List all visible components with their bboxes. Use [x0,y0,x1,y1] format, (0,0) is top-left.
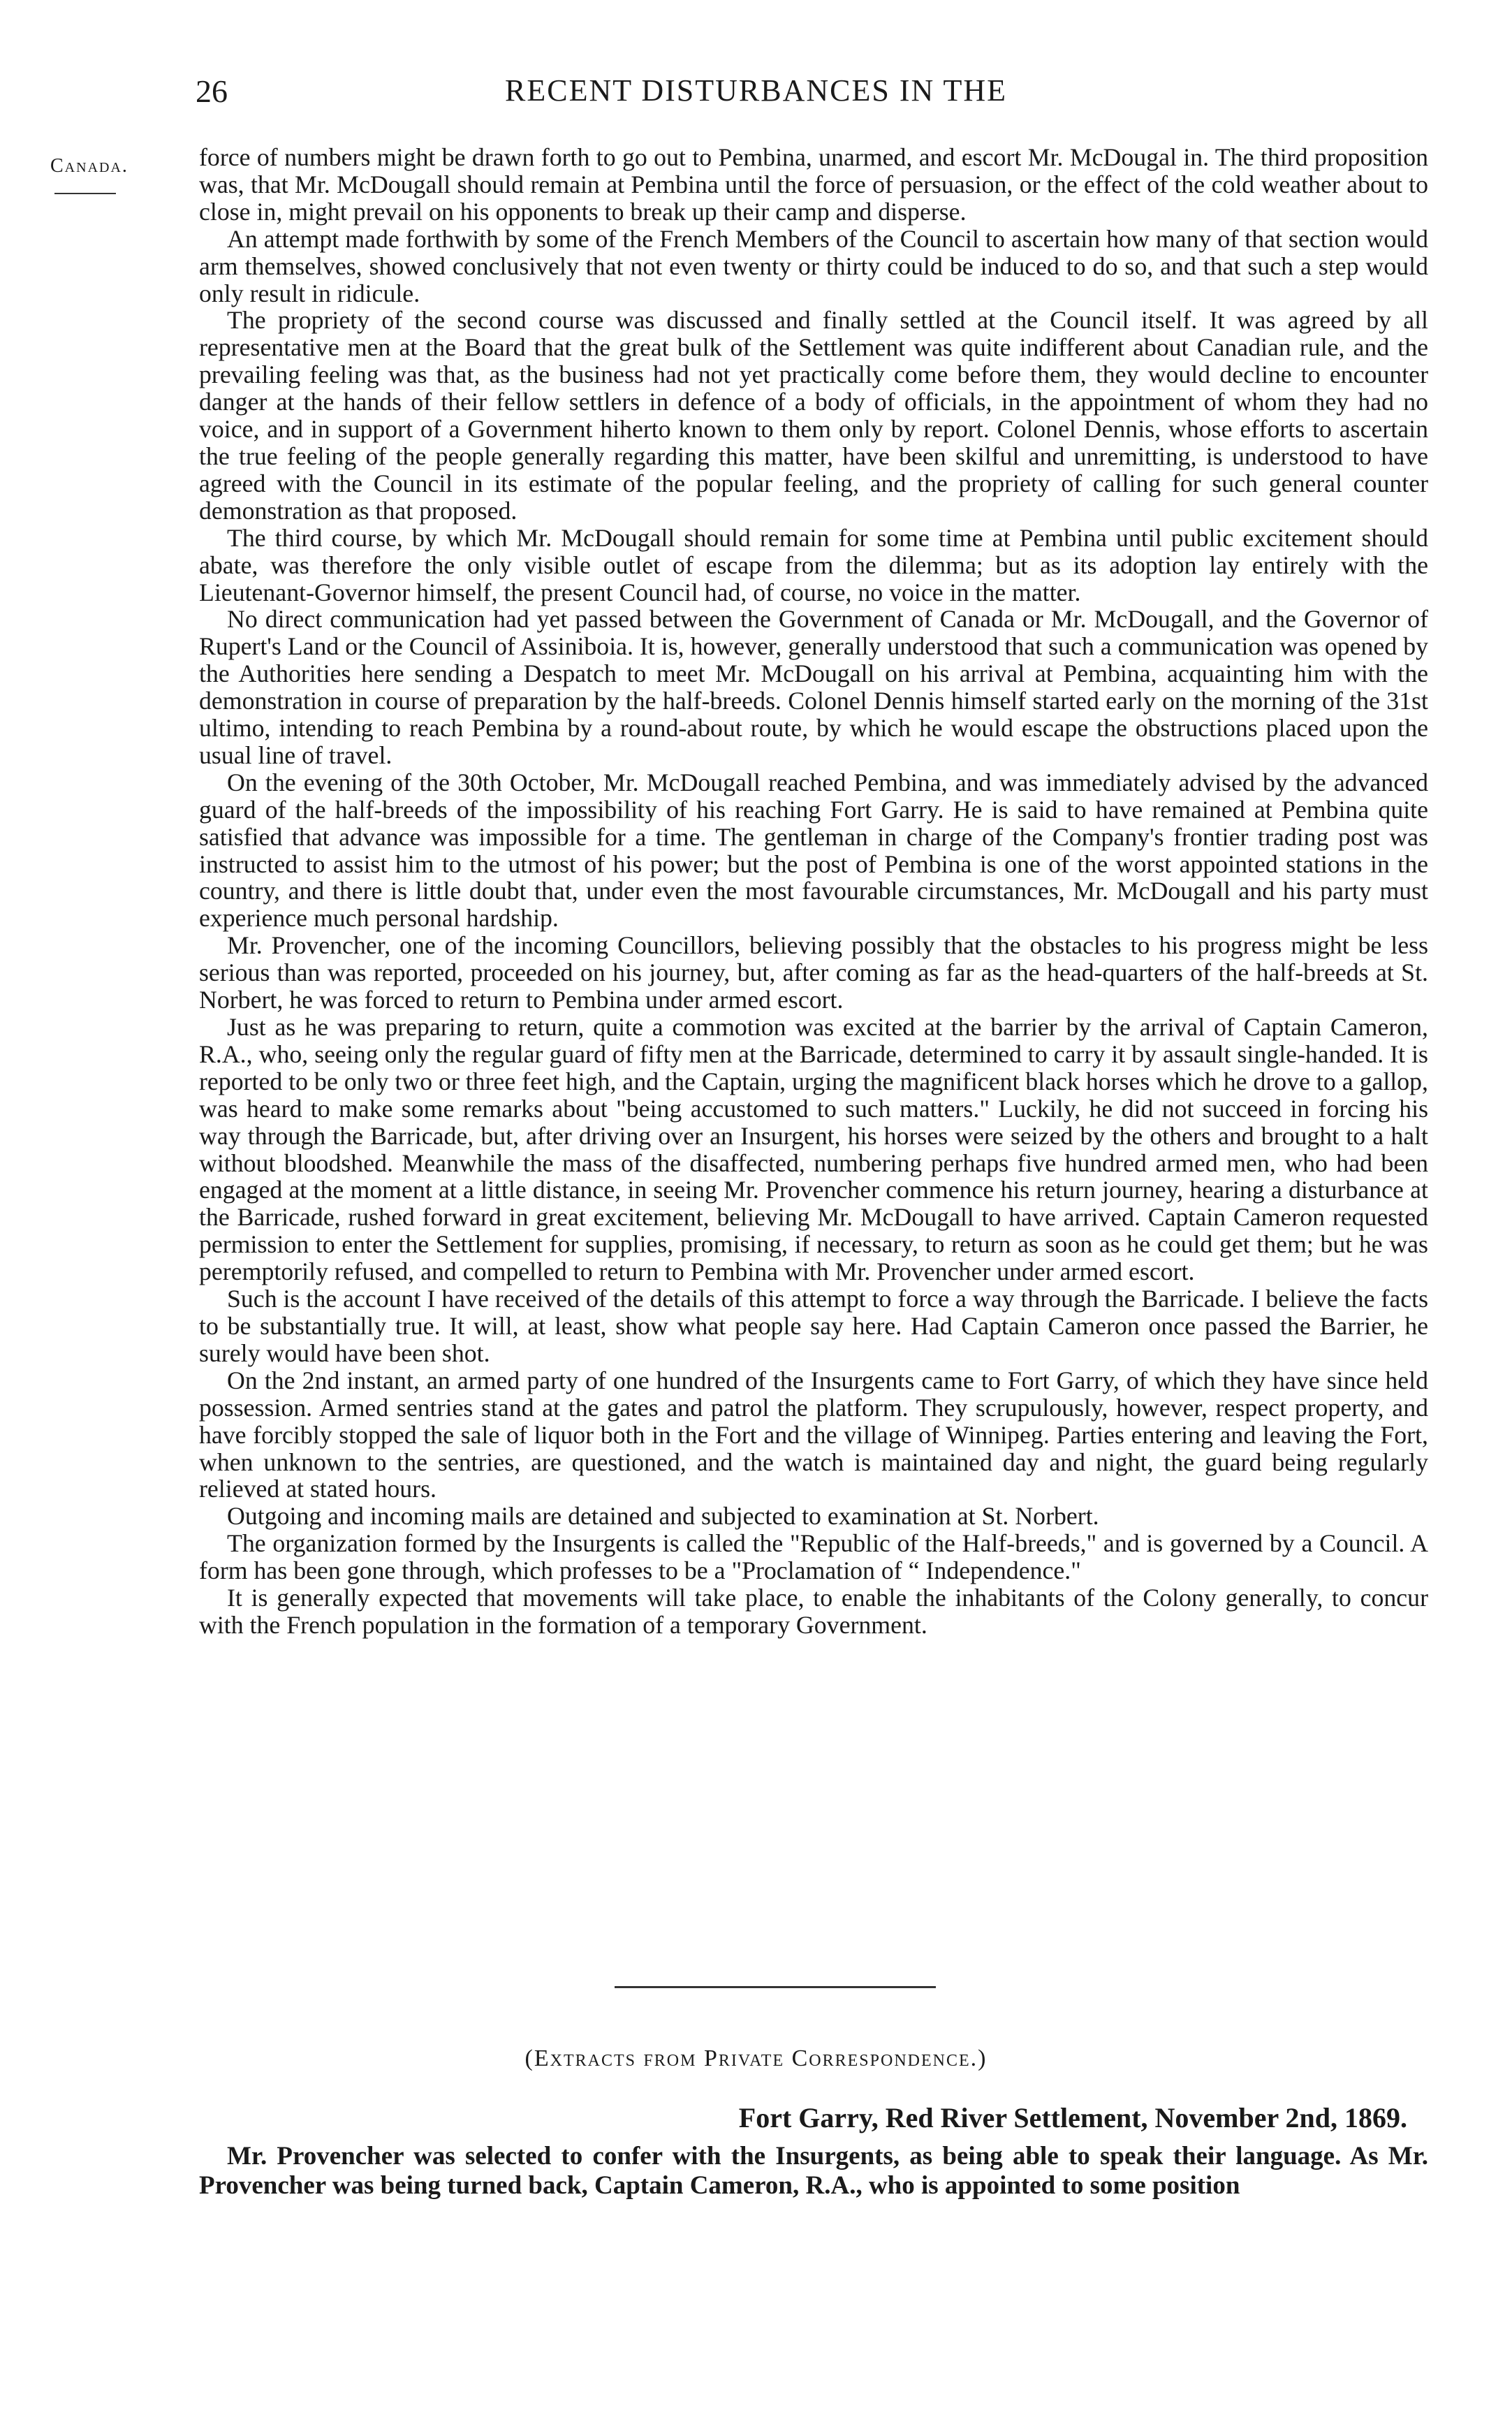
margin-rule [54,193,116,194]
paragraph-13: It is generally expected that movements will take place, to enable the inhabitants of the Colony generally, to concur with the French population in the formation of a temporary Government. [199,1584,1428,1639]
running-title: RECENT DISTURBANCES IN THE [505,73,1007,108]
paragraph-2: An attempt made forthwith by some of the French Members of the Council to ascertain how many of that section would arm themselves, showed conclusively that not even twenty or thirty could be induced to do so, and that such a step would only result in ridicule. [199,224,1428,307]
paragraph-1: force of numbers might be drawn forth to go out to Pembina, unarmed, and escort Mr. McDougal in. The third proposition was, that Mr. McDougall should remain at Pembina until the force of persuasion, or the effect of the cold weather about to close in, might prevail on his opponents to break up their camp and disperse. [199,143,1428,226]
paragraph-7: Mr. Provencher, one of the incoming Councillors, believing possibly that the obstacles to his progress might be less serious than was reported, proceeded on his journey, but, after coming as far as the head-quarters of the half-breeds at St. Norbert, he was forced to return to Pembina under armed escort. [199,931,1428,1014]
extract-dateline: Fort Garry, Red River Settlement, November 2nd, 1869. [738,2102,1407,2133]
paragraph-8: Just as he was preparing to return, quite a commotion was excited at the barrier by the arrival of Captain Cameron, R.A., who, seeing only the regular guard of fifty men at the Barricade, determined to carry it by assault single-handed. It is reported to be only two or three feet high, and the Captain, urging the magnificent black horses which he drove to a gallop, was heard to make some remarks about "being accustomed to such matters." Luckily, he did not succeed in forcing his way through the Barricade, but, after driving over an Insurgent, his horses were seized by the others and brought to a halt without bloodshed. Meanwhile the mass of the disaffected, numbering perhaps five hundred armed men, who had been engaged at the moment at a little distance, in seeing Mr. Provencher commence his return journey, hearing a disturbance at the Barricade, rushed forward in great excitement, believing Mr. McDougall to have arrived. Captain Cameron requested permission to enter the Settlement for supplies, promising, if necessary, to return as soon as he could get them; but he was peremptorily refused, and compelled to return to Pembina with Mr. Provencher under armed escort. [199,1013,1428,1286]
paragraph-3: The propriety of the second course was discussed and finally settled at the Council itself. It was agreed by all representative men at the Board that the great bulk of the Settlement was quite indifferent about Canadian rule, and the prevailing feeling was that, as the business had not yet practically come before them, they would decline to encounter danger at the hands of their fellow settlers in defence of a body of officials, in the appointment of whom they had no voice, and in support of a Government hiherto known to them only by report. Colonel Dennis, whose efforts to ascertain the true feeling of the people generally regarding this matter, have been skilful and unremitting, is understood to have agreed with the Council in its estimate of the popular feeling, and the propriety of calling for such general counter demonstration as that proposed. [199,306,1428,525]
page-number: 26 [196,73,228,109]
extract-paragraph-1: Mr. Provencher was selected to confer with the Insurgents, as being able to speak their language. As Mr. Provencher was being turned back, Captain Cameron, R.A., who is appointed to some position [199,2142,1428,2200]
margin-label: Canada. [50,155,129,177]
paragraph-11: Outgoing and incoming mails are detained and subjected to examination at St. Norbert. [227,1502,1099,1531]
paragraph-4: The third course, by which Mr. McDougall should remain for some time at Pembina until public excitement should abate, was therefore the only visible outlet of escape from the dilemma; but as its adoption lay entirely with the Lieutenant-Governor himself, the present Council had, of course, no voice in the matter. [199,523,1428,606]
extract-text [199,2142,1428,2201]
paragraph-12: The organization formed by the Insurgents is called the "Republic of the Half-breeds," and is governed by a Council. A form has been gone through, which professes to be a "Proclamation of “ Independence." [199,1529,1428,1585]
section-divider [615,1986,936,1988]
body-text [199,144,1428,1639]
page-header [0,73,1512,115]
paragraph-5: No direct communication had yet passed between the Government of Canada or Mr. McDougall, and the Governor of Rupert's Land or the Council of Assiniboia. It is, however, generally understood that such a communication was opened by the Authorities here sending a Despatch to meet Mr. McDougall on his arrival at Pembina, acquainting him with the demonstration in course of preparation by the half-breeds. Colonel Dennis himself started early on the morning of the 31st ultimo, intending to reach Pembina by a round-about route, by which he would escape the obstructions placed upon the usual line of travel. [199,605,1428,769]
paragraph-10: On the 2nd instant, an armed party of one hundred of the Insurgents came to Fort Garry, of which they have since held possession. Armed sentries stand at the gates and patrol the platform. They scrupulously, however, respect property, and have forcibly stopped the sale of liquor both in the Fort and the village of Winnipeg. Parties entering and leaving the Fort, when unknown to the sentries, are questioned, and the watch is maintained day and night, the guard being regularly relieved at stated hours. [199,1366,1428,1503]
paragraph-9: Such is the account I have received of the details of this attempt to force a way through the Barricade. I believe the facts to be substantially true. It will, at least, show what people say here. Had Captain Cameron once passed the Barrier, he surely would have been shot. [199,1285,1428,1367]
paragraph-6: On the evening of the 30th October, Mr. McDougall reached Pembina, and was immediately advised by the advanced guard of the half-breeds of the impossibility of his reaching Fort Garry. He is said to have remained at Pembina quite satisfied that advance was impossible for a time. The gentleman in charge of the Company's frontier trading post was instructed to assist him to the utmost of his power; but the post of Pembina is one of the worst appointed stations in the country, and there is little doubt that, under even the most favourable circumstances, Mr. McDougall and his party must experience much personal hardship. [199,768,1428,933]
extract-heading: (Extracts from Private Correspondence.) [524,2045,988,2071]
